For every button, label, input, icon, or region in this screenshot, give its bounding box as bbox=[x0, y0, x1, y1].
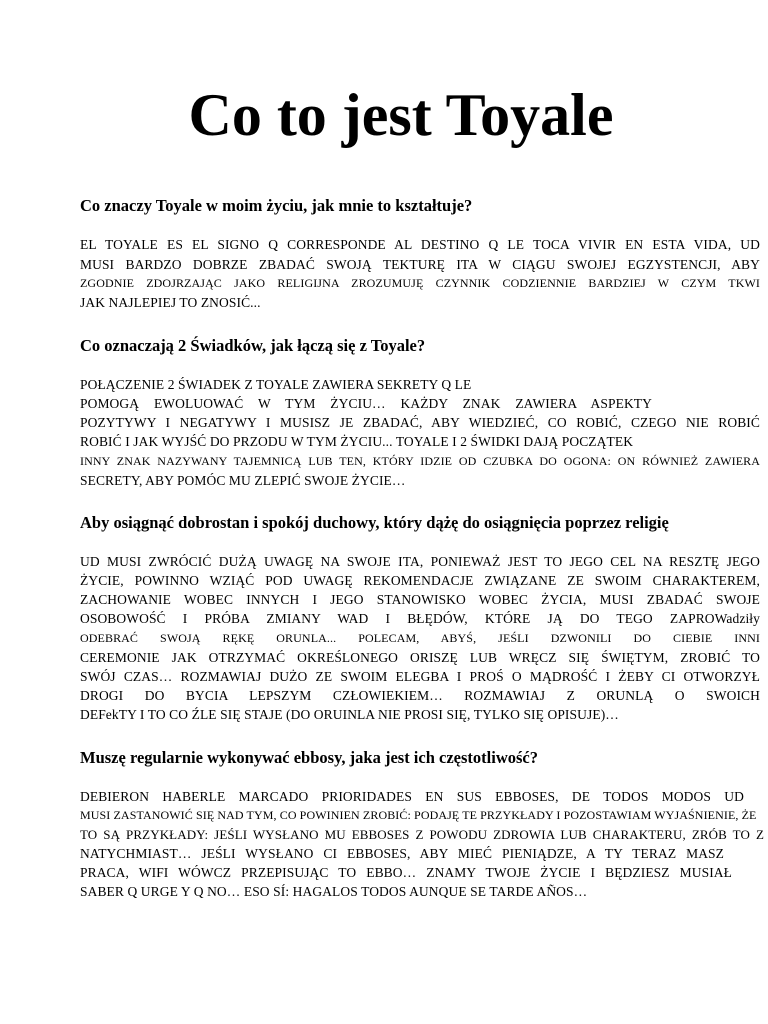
paragraph-line: DEBIERON HABERLE MARCADO PRIORIDADES EN SUS EBBOSES, DE TODOS MODOS UD bbox=[80, 789, 744, 804]
paragraph-line: DEFekTY I TO CO ŹLE SIĘ STAJE (DO ORUINLA NIE PROSI SIĘ, TYLKO SIĘ OPISUJE)… bbox=[80, 707, 619, 722]
paragraph-line: ZGODNIE ZDOJRZAJĄC JAKO RELIGIJNA ZROZUMUJĘ CZYNNIK CODZIENNIE BARDZIEJ W CZYM TKWI bbox=[80, 276, 760, 290]
paragraph-line: ROBIĆ I JAK WYJŚĆ DO PRZODU W TYM ŻYCIU... TOYALE I 2 ŚWIDKI DAJĄ POCZĄTEK bbox=[80, 434, 634, 449]
section-heading: Co oznaczają 2 Świadków, jak łączą się z Toyale? bbox=[80, 336, 426, 355]
paragraph-line: POMOGĄ EWOLUOWAĆ W TYM ŻYCIU… KAŻDY ZNAK ZAWIERA ASPEKTY bbox=[80, 396, 652, 411]
paragraph-line: TO SĄ PRZYKŁADY: JEŚLI WYSŁANO MU EBBOSES Z POWODU ZDROWIA LUB CHARAKTERU, ZRÓB TO Z bbox=[80, 827, 764, 842]
paragraph-line: EL TOYALE ES EL SIGNO Q CORRESPONDE AL DESTINO Q LE TOCA VIVIR EN ESTA VIDA, UD bbox=[80, 237, 760, 252]
paragraph-line: ŻYCIE, POWINNO WZIĄĆ POD UWAGĘ REKOMENDACJE ZWIĄZANE ZE SWOIM CHARAKTEREM, bbox=[80, 573, 760, 588]
paragraph-line: INNY ZNAK NAZYWANY TAJEMNICĄ LUB TEN, KTÓRY IDZIE OD CZUBKA DO OGONA: ON RÓWNIEŻ ZAWIERA bbox=[80, 454, 760, 468]
paragraph-line: PRACA, WIFI WÓWCZ PRZEPISUJĄC TO EBBO… ZNAMY TWOJE ŻYCIE I BĘDZIESZ MUSIAŁ bbox=[80, 865, 732, 880]
paragraph-line: ZACHOWANIE WOBEC INNYCH I JEGO STANOWISKO WOBEC ŻYCIA, MUSI ZBADAĆ SWOJE bbox=[80, 592, 760, 607]
paragraph-line: SECRETY, ABY POMÓC MU ZLEPIĆ SWOJE ŻYCIE… bbox=[80, 473, 406, 488]
paragraph-line: POŁĄCZENIE 2 ŚWIADEK Z TOYALE ZAWIERA SEKRETY Q LE bbox=[80, 377, 472, 392]
paragraph-line: CEREMONIE JAK OTRZYMAĆ OKREŚLONEGO ORISZĘ LUB WRĘCZ SIĘ ŚWIĘTYM, ZROBIĆ TO bbox=[80, 650, 760, 665]
paragraph-line: JAK NAJLEPIEJ TO ZNOSIĆ... bbox=[80, 295, 261, 310]
section-heading: Aby osiągnąć dobrostan i spokój duchowy, który dążę do osiągnięcia poprzez religię bbox=[80, 513, 669, 532]
section-heading: Muszę regularnie wykonywać ebbosy, jaka jest ich częstotliwość? bbox=[80, 748, 538, 767]
paragraph-line: MUSI BARDZO DOBRZE ZBADAĆ SWOJĄ TEKTURĘ ITA W CIĄGU SWOJEJ EGZYSTENCJI, ABY bbox=[80, 257, 760, 272]
paragraph-line: ODEBRAĆ SWOJĄ RĘKĘ ORUNLA... POLECAM, ABYŚ, JEŚLI DZWONILI DO CIEBIE INNI bbox=[80, 631, 760, 645]
paragraph-line: UD MUSI ZWRÓCIĆ DUŻĄ UWAGĘ NA SWOJE ITA, PONIEWAŻ JEST TO JEGO CEL NA RESZTĘ JEGO bbox=[80, 554, 760, 569]
page-title: Co to jest Toyale bbox=[188, 82, 614, 148]
paragraph-line: DROGI DO BYCIA LEPSZYM CZŁOWIEKIEM… ROZMAWIAJ Z ORUNLĄ O SWOICH bbox=[80, 688, 760, 703]
paragraph-line: OSOBOWOŚĆ I PRÓBA ZMIANY WAD I BŁĘDÓW, KTÓRE JĄ DO TEGO ZAPROWadziły bbox=[80, 611, 760, 626]
paragraph-line: SWÓJ CZAS… ROZMAWIAJ DUŻO ZE SWOIM ELEGBA I PROŚ O MĄDROŚĆ I ŻEBY CI OTWORZYŁ bbox=[80, 669, 760, 684]
paragraph-line: POZYTYWY I NEGATYWY I MUSISZ JE ZBADAĆ, ABY WIEDZIEĆ, CO ROBIĆ, CZEGO NIE ROBIĆ bbox=[80, 415, 760, 430]
section-heading: Co znaczy Toyale w moim życiu, jak mnie to kształtuje? bbox=[80, 196, 473, 215]
paragraph-line: NATYCHMIAST… JEŚLI WYSŁANO CI EBBOSES, ABY MIEĆ PIENIĄDZE, A TY TERAZ MASZ bbox=[80, 846, 724, 861]
paragraph-line: MUSI ZASTANOWIĆ SIĘ NAD TYM, CO POWINIEN ZROBIĆ: PODAJĘ TE PRZYKŁADY I POZOSTAWIAM WYJAŚNIENIE, ŻE bbox=[80, 808, 757, 822]
paragraph-line: SABER Q URGE Y Q NO… ESO SÍ: HAGALOS TODOS AUNQUE SE TARDE AÑOS… bbox=[80, 884, 588, 899]
